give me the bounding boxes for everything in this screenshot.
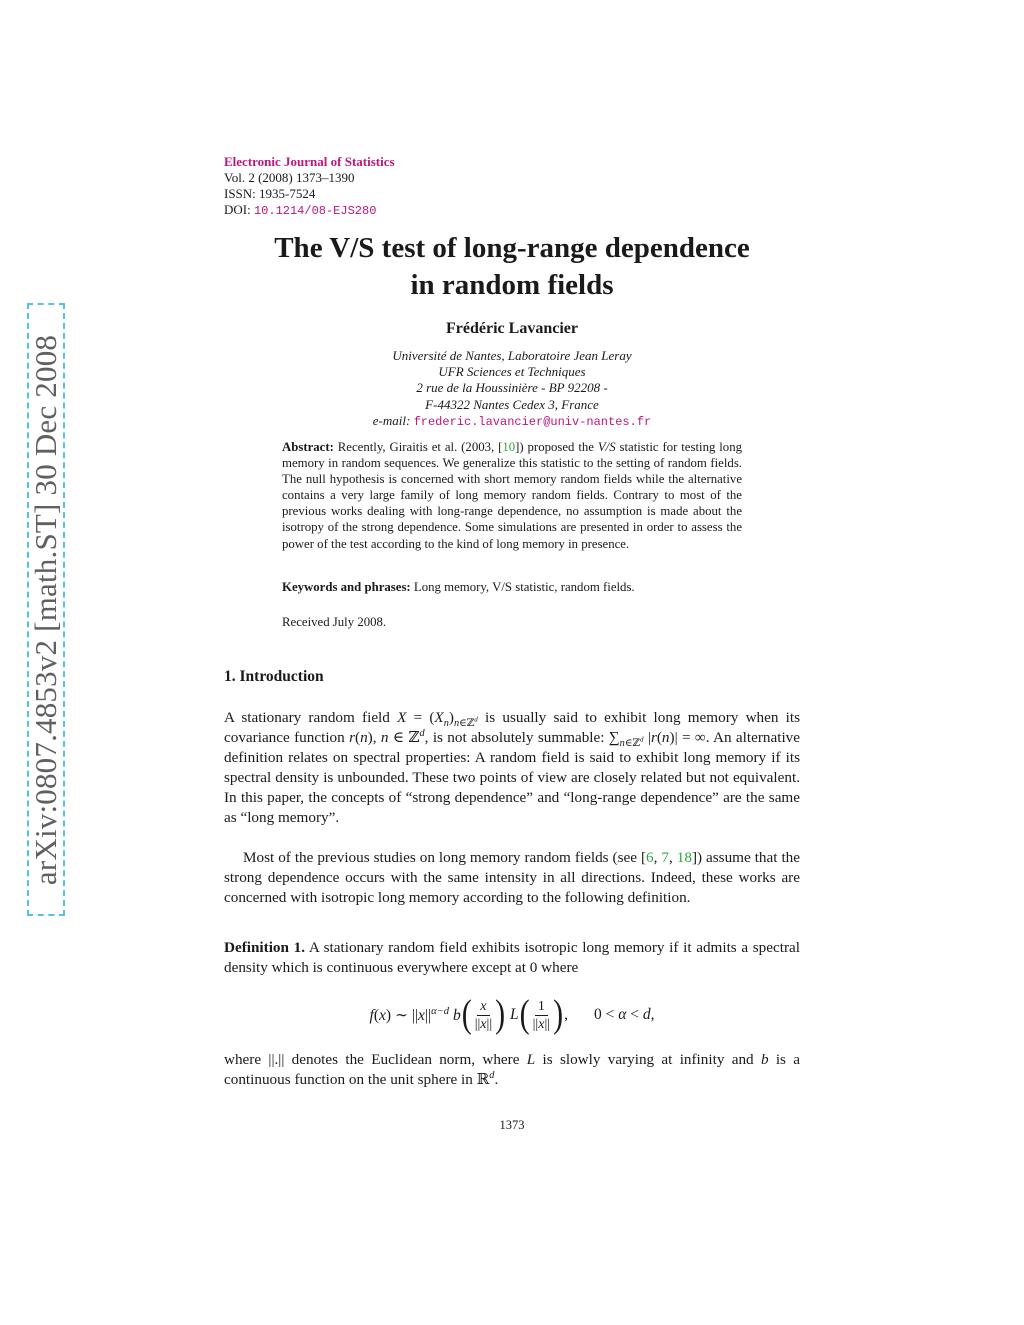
citation-link-7[interactable]: 7 [661,849,669,866]
keywords-label: Keywords and phrases: [282,580,411,594]
definition-label: Definition 1. [224,939,306,956]
journal-name[interactable]: Electronic Journal of Statistics [224,154,395,169]
affiliation-line-2: UFR Sciences et Techniques [438,364,586,380]
p1-text-a: A stationary random field [224,709,390,726]
doi-link[interactable]: 10.1214/08-EJS280 [253,204,377,218]
journal-issn: ISSN: 1935-7524 [224,186,316,201]
affiliation-line-4: F-44322 Nantes Cedex 3, France [425,396,599,412]
received-date: Received July 2008. [282,615,387,629]
p4-text-b: is slowly varying at infinity and [542,1051,754,1068]
keywords-text: Long memory, V/S statistic, random fields. [413,580,635,594]
p1-text-d: An alternative definition relates on spectral properties: A random field is said to exhibit long memory if its spectral density is unbounded. These two points of view are closely related but not equivalent. In this paper, the concepts of “strong dependence” and “long-range dependence” are the same as “long memory”. [224,729,801,826]
abstract [282,439,742,552]
author-name: Frédéric Lavancier [446,320,578,337]
email-link[interactable]: frederic.lavancier@univ-nantes.fr [413,414,652,429]
abstract-label: Abstract: [282,440,334,454]
email-line [250,413,774,430]
keywords [282,579,742,595]
p4-text-c: is a continuous function on the unit sphere in [224,1051,800,1088]
email-label: e-mail: [372,412,411,428]
citation-link-18[interactable]: 18 [676,849,692,866]
arxiv-stamp: arXiv:0807.4853v2 [math.ST] 30 Dec 2008 [28,334,63,886]
p1-text-c: is not absolutely summable: [432,729,605,746]
intro-paragraph-1: A stationary random field $X = (X_n)_{n\in ℤ^d}$ is usually said to exhibit long memory when its covariance function r(n), n ∈ ℤ$^d$, is not absolutely summable: $\sum_{n\in ℤ^d}$ |r(n)| = ∞. An alternative definition relates on spectral properties: A random field is said to exhibit long memory if its spectral density is unbounded. These two points of view are closely related but not equivalent. In this paper, the concepts of “strong dependence” and “long-range dependence” are the same as “long memory”. [224,709,801,826]
affiliation [250,348,774,430]
citation-link-6[interactable]: 6 [646,849,654,866]
doi-label: DOI: [224,202,251,217]
section-heading: 1. Introduction [224,668,324,685]
journal-volume: Vol. 2 (2008) 1373–1390 [224,170,355,185]
intro-paragraph-2: Most of the previous studies on long memory random fields (see [6, 7, 18]) assume that the strong dependence occurs with the same intensity in all directions. Indeed, these works are concerned with isotropic long memory according to the following definition. [224,849,800,906]
page-number: 1373 [499,1118,525,1132]
title-line-1: The V/S test of long-range dependence [274,232,750,264]
abstract-text-b: ]) proposed the [515,440,594,454]
p2-text-b: ]) assume that the strong dependence occurs with the same intensity in all directions. Indeed, these works are concerned with isotropic long memory according to the following definition. [224,849,800,906]
p2-text-a: Most of the previous studies on long memory random fields (see [ [243,849,647,866]
p1-text-b: is usually said to exhibit long memory when its covariance function [224,709,801,746]
citation-link-10[interactable]: 10 [502,440,516,454]
affiliation-line-1: Université de Nantes, Laboratoire Jean Leray [392,348,632,363]
abstract-text-a: Recently, Giraitis et al. (2003, [ [337,440,503,454]
definition-formula: f(x) ∼ $||x||^{\alpha-d}$ b ( $\frac{x}{||x||}$ ) L ( $\frac{1}{||x||}$ ) , 0 < α < d, [369,992,655,1036]
journal-header [224,154,395,219]
after-formula-paragraph: where ||.|| denotes the Euclidean norm, where L is slowly varying at infinity and b is a continuous function on the unit sphere in ℝ$^d$. [224,1051,800,1088]
definition-text: A stationary random field exhibits isotropic long memory if it admits a spectral density which is continuous everywhere except at 0 where [224,939,800,976]
abstract-text-c: statistic for testing long memory in random sequences. We generalize this statistic to the setting of random fields. The null hypothesis is concerned with short memory random fields while the alternative contains a very large family of long memory random fields. Contrary to most of the previous works dealing with long-range dependence, no assumption is made about the isotropy of the strong dependence. Some simulations are presented in order to assess the power of the test according to the kind of long memory in presence. [282,440,742,551]
vs-statistic: V/S [597,440,616,454]
p4-text-a: where ||.|| denotes the Euclidean norm, where [224,1051,520,1068]
definition-1 [224,938,800,978]
journal-doi [224,202,395,219]
title-line-2: in random fields [410,269,614,301]
affiliation-line-3: 2 rue de la Houssinière - BP 92208 - [416,380,608,396]
paper-title [150,230,874,304]
